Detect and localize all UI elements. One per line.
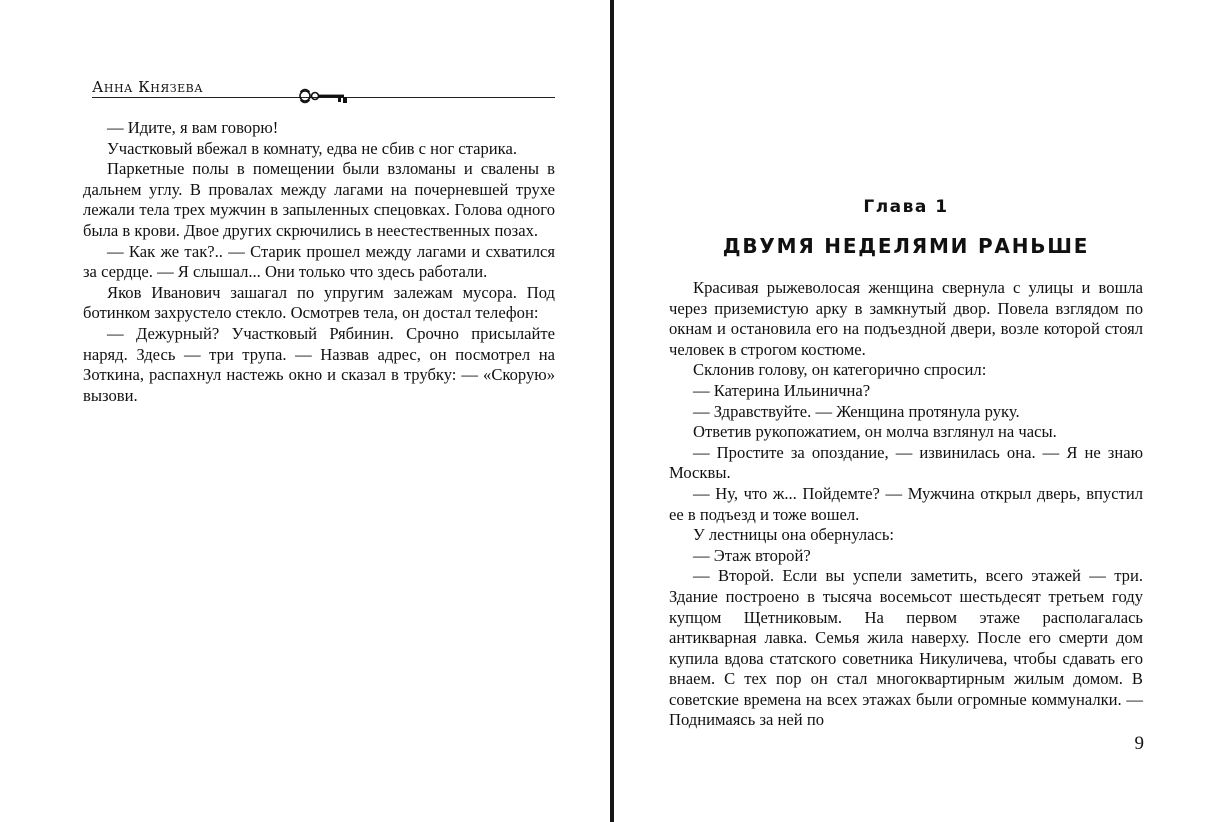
page-number: 9: [1134, 733, 1144, 754]
paragraph: Паркетные полы в помещении были взломаны и свалены в дальнем углу. В провалах между лагами на почерневшей трухе лежали тела трех мужчин в запыленных спецовках. Голова одного была в крови. Двое других скрючились в неестественных позах.: [83, 159, 555, 240]
paragraph: — Ну, что ж... Пойдемте? — Мужчина открыл дверь, впустил ее в подъезд и тоже вошел.: [669, 483, 1143, 524]
chapter-number: Глава 1: [863, 197, 949, 217]
running-head: [92, 78, 555, 104]
paragraph: — Здравствуйте. — Женщина протянула руку.: [693, 401, 1020, 421]
paragraph: У лестницы она обернулась:: [693, 525, 895, 545]
paragraph: — Идите, я вам говорю!: [107, 118, 279, 137]
paragraph: Склонив голову, он категорично спросил:: [693, 360, 987, 380]
paragraph: Красивая рыжеволосая женщина свернула с улицы и вошла через приземистую арку в замкнутый двор. Повела взглядом по окнам и остановила его на подъездной двери, возле которой стоял человек в строгом костюме.: [669, 278, 1143, 359]
paragraph: — Второй. Если вы успели заметить, всего этажей — три. Здание построено в тысяча восемьсот шестьдесят третьем году купцом Щетниковым. На первом этаже располагалась антикварная лавка. Семья жила наверху. После его смерти дом купила вдова статского советника Никуличева, чтобы сдавать его внаем. С тех пор он стал многоквартирным жилым домом. В советские времена на всех этажах были огромные коммуналки. — Поднимаясь за ней по: [669, 566, 1143, 730]
paragraph: — Дежурный? Участковый Рябинин. Срочно присылайте наряд. Здесь — три трупа. — Назвав адрес, он посмотрел на Зоткина, распахнул настежь окно и сказал в трубку: — «Скорую» вызови.: [83, 323, 555, 405]
chapter-title: ДВУМЯ НЕДЕЛЯМИ РАНЬШЕ: [722, 234, 1090, 258]
paragraph: — Этаж второй?: [693, 545, 811, 565]
book-spine: [610, 0, 614, 822]
paragraph: Яков Иванович зашагал по упругим залежам мусора. Под ботинком захрустело стекло. Осмотрев тела, он достал телефон:: [83, 282, 555, 323]
paragraph: — Как же так?.. — Старик прошел между лагами и схватился за сердце. — Я слышал... Они только что здесь работали.: [83, 241, 555, 282]
paragraph: Ответив рукопожатием, он молча взглянул на часы.: [693, 422, 1057, 442]
left-page-body: [83, 118, 555, 406]
paragraph: Участковый вбежал в комнату, едва не сбив с ног старика.: [107, 138, 517, 158]
key-ornament-icon: [298, 87, 356, 105]
paragraph: — Простите за опоздание, — извинилась она. — Я не знаю Москвы.: [669, 442, 1143, 483]
paragraph: — Катерина Ильинична?: [693, 380, 871, 400]
running-head-author: Анна Князева: [92, 78, 204, 96]
right-page-body: [669, 278, 1143, 731]
